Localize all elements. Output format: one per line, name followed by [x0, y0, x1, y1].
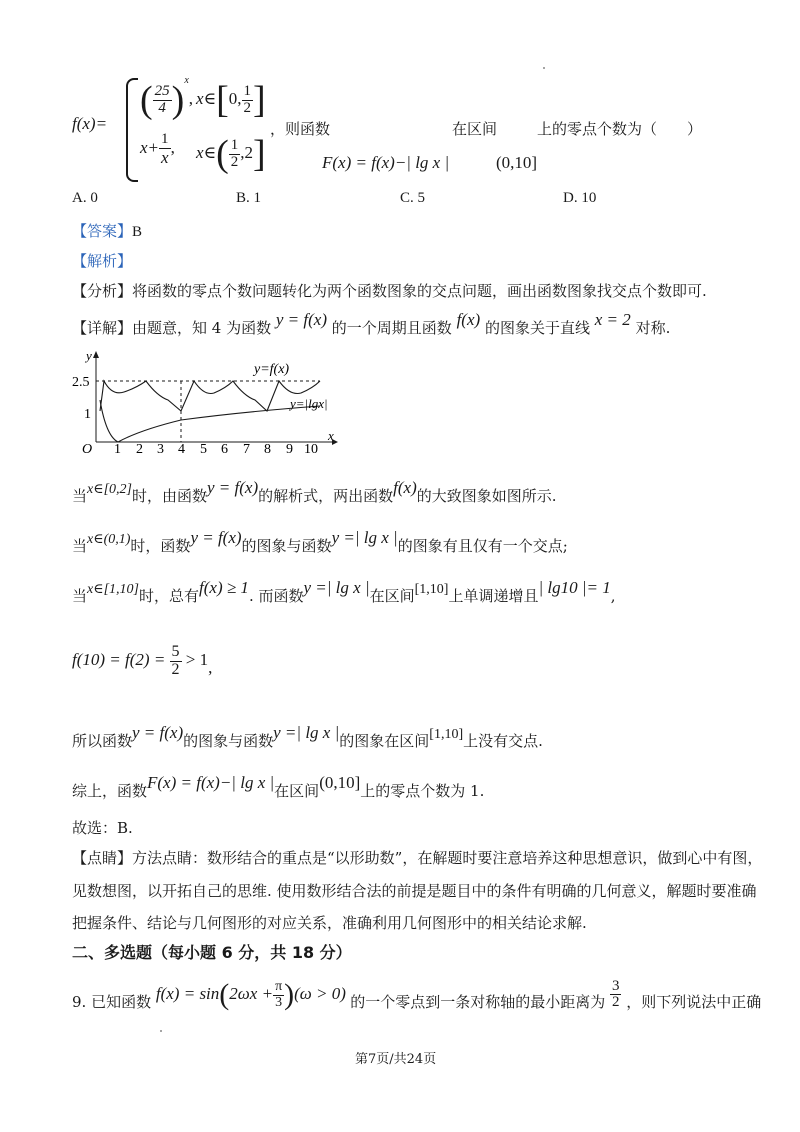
- dianjing-line-1: 【点睛】方法点睛：数形结合的重点是“以形助数”，在解题时要注意培养这种思想意识，做到心中有图，: [72, 849, 763, 867]
- x-tick-labels: [114, 442, 318, 457]
- origin-label: O: [82, 442, 93, 457]
- F-expression: F(x) = f(x)−| lg x |: [322, 153, 450, 172]
- xiangjie-line: 【详解】由题意，知 4 为函数 y = f(x) 的一个周期且函数 f(x) 的图象关于直线 x = 2 对称.: [72, 310, 671, 337]
- curve-lg: [100, 400, 320, 442]
- guxuan-line: 故选：B.: [72, 819, 133, 837]
- answer-tag: 【答案】: [72, 222, 133, 240]
- section-title-multi-choice: 二、多选题（每小题 6 分，共 18 分）: [72, 943, 352, 962]
- fenxi-text: 将函数的零点个数问题转化为两个函数图象的交点问题，画出函数图象找交点个数即可.: [132, 282, 707, 300]
- x-tick-5: 5: [200, 442, 207, 457]
- answer-value: B: [132, 224, 143, 240]
- option-a: A. 0: [72, 190, 98, 206]
- answer-line: [72, 220, 142, 241]
- piece2-expression: x+ $\frac{1}{x}$ ,: [140, 131, 175, 167]
- dianjing-line-2: 见数想图，以开拓自己的思维. 使用数形结合法的前提是题目中的条件有明确的几何意义，解题时要准确: [72, 882, 757, 900]
- y-tick-2-5: 2.5: [72, 375, 90, 390]
- dianjing-line-3: 把握条件、结论与几何图形的对应关系，准确利用几何图形中的相关结论求解.: [72, 914, 587, 932]
- curve-f-label: y=f(x): [254, 362, 290, 377]
- analysis-tag: 【解析】: [72, 252, 133, 270]
- x-tick-4: 4: [178, 442, 185, 457]
- y-axis-arrow: [93, 351, 99, 358]
- curve-f: [100, 381, 320, 411]
- piece2-domain: x∈( $\frac{1}{2}$ ,2]: [196, 133, 266, 175]
- x-tick-9: 9: [286, 442, 293, 457]
- y-axis-label: y: [86, 348, 92, 363]
- x-tick-1: 1: [114, 442, 121, 457]
- interval-value: (0,10]: [496, 153, 538, 172]
- fenxi-tag: 【分析】: [72, 282, 133, 300]
- solution-line-4: f(10) = f(2) = $\frac{5}{2}$ > 1,: [72, 643, 213, 678]
- curve-lg-label: y=|lgx|: [290, 396, 328, 411]
- solution-line-1: 当x∈[0,2]时，由函数y = f(x)的解析式，两出函数f(x)的大致图象如图所示.: [72, 478, 557, 505]
- interval-text: 在区间: [452, 120, 498, 138]
- option-c: C. 5: [400, 190, 426, 206]
- x-tick-2: 2: [136, 442, 143, 457]
- question-9: 9. 已知函数 f(x) = sin(2ωx + $\frac{\pi}{3}$ )(ω > 0) 的一个零点到一条对称轴的最小距离为 $\frac{3}{2}$ ，则下列说法中正确: [72, 977, 762, 1011]
- option-d: D. 10: [563, 190, 597, 206]
- fx-lhs: f(x)=: [72, 114, 108, 133]
- x-tick-6: 6: [221, 442, 228, 457]
- scan-dot: [160, 1030, 162, 1032]
- function-graph: [70, 348, 340, 458]
- x-tick-3: 3: [157, 442, 164, 457]
- piece1-domain: x∈[0, $\frac{1}{2}$ ]: [196, 79, 266, 121]
- x-tick-8: 8: [264, 442, 271, 457]
- x-tick-7: 7: [243, 442, 250, 457]
- piecewise-brace: [126, 78, 138, 182]
- question-tail: 上的零点个数为（ ）: [537, 120, 703, 138]
- x-tick-10: 10: [304, 442, 318, 457]
- scan-dot: [543, 67, 545, 69]
- then-text: ，则函数: [270, 120, 331, 138]
- solution-line-5: 所以函数y = f(x)的图象与函数y =| lg x |的图象在区间[1,10]上没有交点.: [72, 723, 543, 750]
- fenxi-line: [72, 280, 707, 301]
- option-b: B. 1: [236, 190, 262, 206]
- page-footer: 第7页/共24页: [355, 1052, 437, 1067]
- x-axis-label: x: [328, 428, 334, 443]
- solution-line-2: 当x∈(0,1)时，函数y = f(x)的图象与函数y =| lg x |的图象有且仅有一个交点;: [72, 528, 568, 555]
- solution-line-3: 当x∈[1,10]时，总有f(x) ≥ 1. 而函数y =| lg x |在区间[1,10]上单调递增且| lg10 |= 1,: [72, 578, 616, 605]
- y-tick-1: 1: [84, 407, 91, 422]
- piece1-expression: ( $\frac{25}{4}$ )$^x$,: [140, 75, 194, 121]
- solution-line-6: 综上，函数F(x) = f(x)−| lg x |在区间(0,10]上的零点个数为 1.: [72, 773, 485, 800]
